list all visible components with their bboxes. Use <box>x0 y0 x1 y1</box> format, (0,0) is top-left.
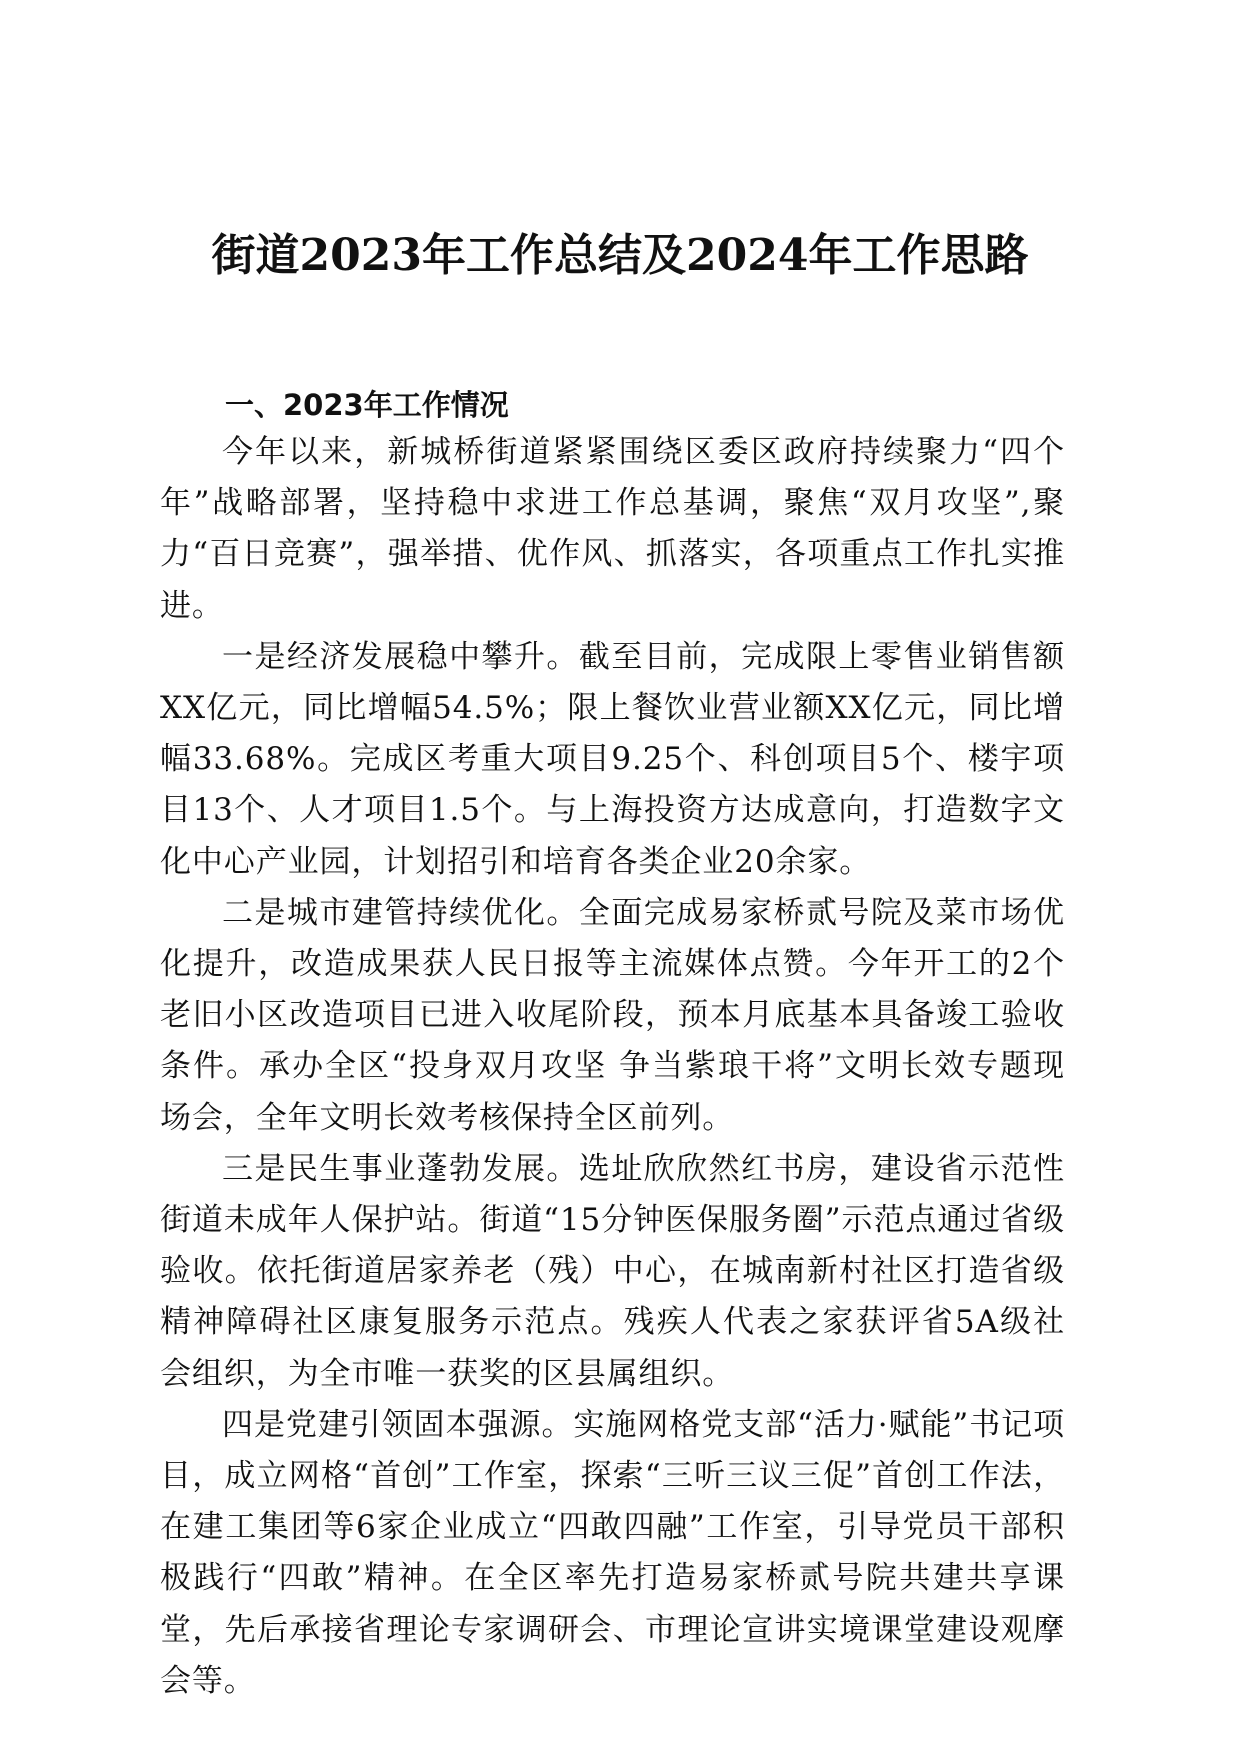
paragraph-urban-management: 二是城市建管持续优化。全面完成易家桥贰号院及菜市场优化提升，改造成果获人民日报等主流媒体点赞。今年开工的2个老旧小区改造项目已进入收尾阶段，预本月底基本具备竣工验收条件。承办全区“投身双月攻坚 争当紫琅干将”文明长效专题现场会，全年文明长效考核保持全区前列。 <box>160 894 1065 1136</box>
paragraph-party-building: 四是党建引领固本强源。实施网格党支部“活力·赋能”书记项目，成立网格“首创”工作室，探索“三听三议三促”首创工作法，在建工集团等6家企业成立“四敢四融”工作室，引导党员干部积极践行“四敢”精神。在全区率先打造易家桥贰号院共建共享课堂，先后承接省理论专家调研会、市理论宣讲实境课堂建设观摩会等。 <box>160 1406 1065 1699</box>
document-body <box>160 427 1065 1707</box>
document-title: 街道2023年工作总结及2024年工作思路 <box>211 230 1029 281</box>
section-heading: 一、2023年工作情况 <box>225 388 509 422</box>
paragraph-economy: 一是经济发展稳中攀升。截至目前，完成限上零售业销售额XX亿元，同比增幅54.5%；限上餐饮业营业额XX亿元，同比增幅33.68%。完成区考重大项目9.25个、科创项目5个、楼宇项目13个、人才项目1.5个。与上海投资方达成意向，打造数字文化中心产业园，计划招引和培育各类企业20余家。 <box>160 638 1065 880</box>
paragraph-livelihood: 三是民生事业蓬勃发展。选址欣欣然红书房，建设省示范性街道未成年人保护站。街道“15分钟医保服务圈”示范点通过省级验收。依托街道居家养老（残）中心，在城南新村社区打造省级精神障碍社区康复服务示范点。残疾人代表之家获评省5A级社会组织，为全市唯一获奖的区县属组织。 <box>160 1150 1065 1392</box>
paragraph-intro: 今年以来，新城桥街道紧紧围绕区委区政府持续聚力“四个年”战略部署，坚持稳中求进工作总基调，聚焦“双月攻坚”,聚力“百日竞赛”，强举措、优作风、抓落实，各项重点工作扎实推进。 <box>160 434 1065 624</box>
